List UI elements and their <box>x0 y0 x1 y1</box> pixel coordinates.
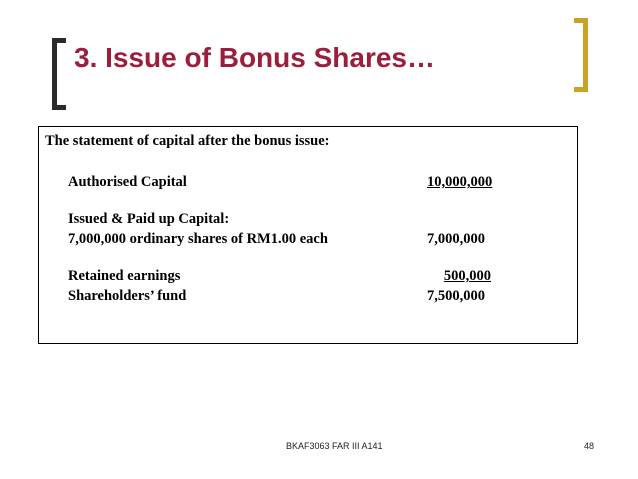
statement-box <box>38 126 578 344</box>
issued-paid-up-label: Issued & Paid up Capital: <box>68 211 230 227</box>
left-bracket-decoration <box>52 38 66 110</box>
right-bracket-decoration <box>574 18 588 92</box>
shareholders-fund-label: Shareholders’ fund <box>68 288 187 304</box>
retained-earnings-label: Retained earnings <box>68 268 181 284</box>
retained-earnings-value: 500,000 <box>443 268 491 284</box>
shareholders-fund-value: 7,500,000 <box>427 288 485 304</box>
footer-course-code: BKAF3063 FAR III A141 <box>286 441 383 451</box>
ordinary-shares-value: 7,000,000 <box>427 231 485 247</box>
page-number: 48 <box>584 441 595 451</box>
slide-title: 3. Issue of Bonus Shares… <box>74 42 435 73</box>
authorised-capital-label: Authorised Capital <box>68 174 187 190</box>
authorised-capital-value: 10,000,000 <box>427 174 493 190</box>
ordinary-shares-label: 7,000,000 ordinary shares of RM1.00 each <box>68 231 328 247</box>
statement-heading: The statement of capital after the bonus issue: <box>45 133 330 149</box>
